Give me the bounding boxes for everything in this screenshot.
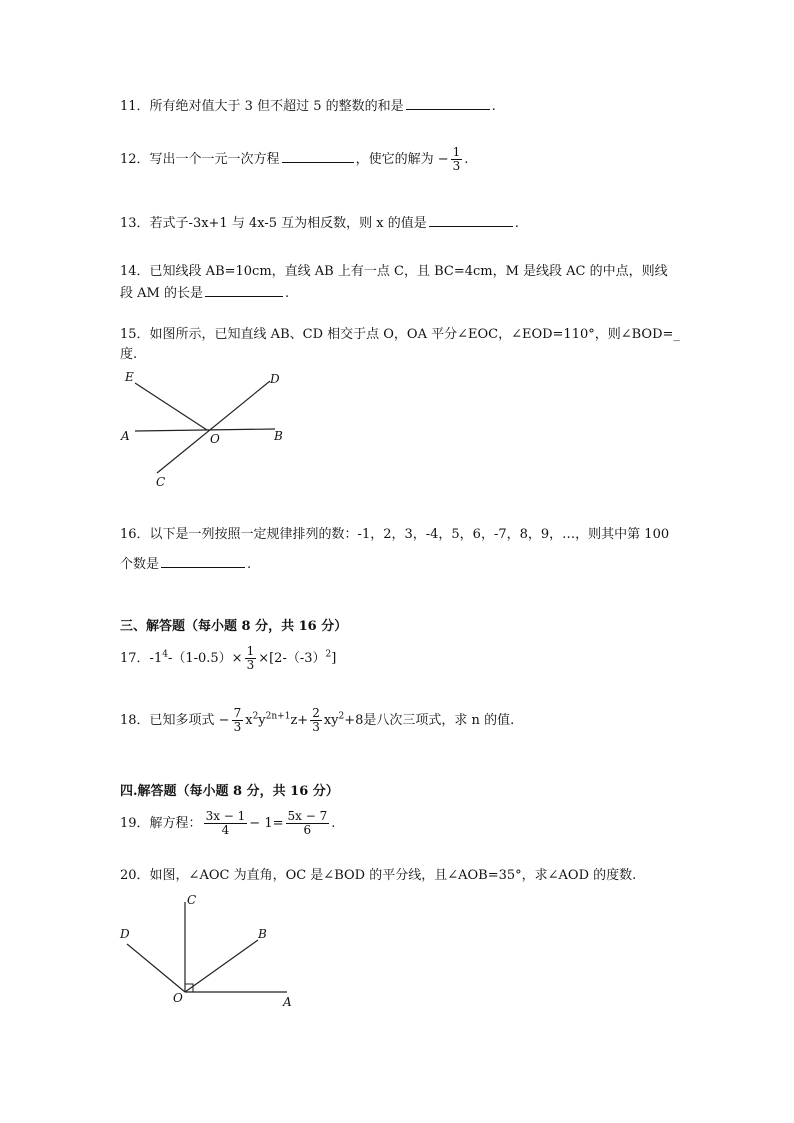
label-o: O: [210, 432, 220, 446]
label-a: A: [121, 429, 130, 443]
question-14-line2: [120, 284, 289, 303]
q18-fraction-2-denominator: 3: [312, 720, 320, 734]
q11-text: 所有绝对值大于 3 但不超过 5 的整数的和是: [149, 99, 404, 114]
q14-text-line2: 段 AM 的长是: [120, 286, 203, 301]
q14-text-line1: 已知线段 AB=10cm，直线 AB 上有一点 C，且 BC=4cm，M 是线段 AC 的中点，则线: [149, 264, 668, 279]
q15-figure: [115, 365, 315, 495]
question-16-line1: [120, 526, 669, 544]
q15-text-line1: 如图所示，已知直线 AB、CD 相交于点 O，OA 平分∠EOC，∠EOD=110°，则∠BOD=_: [149, 327, 680, 342]
q19-end: .: [331, 816, 336, 831]
label-o: O: [173, 991, 183, 1005]
question-16-line2: [120, 555, 251, 574]
label-c: C: [156, 475, 166, 489]
section-4-heading: 四.解答题（每小题 8 分，共 16 分）: [120, 784, 339, 799]
ray-ob: [185, 940, 258, 992]
q16-text-line1: 以下是一列按照一定规律排列的数：-1，2，3，-4，5，6，-7，8，9，…，则其中第 100: [149, 527, 670, 542]
q19-fraction-1: [204, 810, 248, 837]
q17-term-a: -1: [149, 651, 163, 666]
q12-minus-sign: −: [437, 152, 449, 167]
q19-fraction-1-numerator: 3x − 1: [205, 809, 246, 823]
q18-var-y: y: [258, 713, 266, 728]
q18-exp-y: 2n+1: [265, 711, 291, 722]
question-20: [120, 867, 636, 885]
q19-prefix: 解方程：: [149, 816, 202, 831]
q20-figure: [115, 890, 315, 1010]
q20-number: 20．: [120, 868, 150, 883]
label-d: D: [270, 372, 280, 386]
q13-end: .: [514, 216, 519, 231]
q12-fraction-numerator: 1: [452, 145, 461, 159]
q18-fraction-1: [232, 707, 244, 734]
q19-middle: − 1=: [249, 816, 284, 831]
q18-fraction-2-numerator: 2: [312, 706, 320, 720]
q16-number: 16．: [120, 527, 150, 542]
q12-answer-blank[interactable]: [282, 150, 354, 163]
q19-fraction-2-numerator: 5x − 7: [287, 809, 328, 823]
question-15-line1: [120, 326, 680, 344]
q17-fraction: [245, 645, 257, 672]
line-cd: [157, 381, 270, 473]
q12-end: .: [464, 152, 469, 167]
q19-fraction-2: [286, 810, 330, 837]
q18-fraction-1-denominator: 3: [233, 720, 242, 734]
label-e: E: [125, 370, 134, 384]
ray-od: [127, 944, 185, 992]
question-19: [120, 810, 335, 837]
q15-number: 15．: [120, 327, 150, 342]
q18-exp-x: 2: [252, 711, 259, 722]
q17-number: 17．: [120, 651, 150, 666]
q18-suffix: +8是八次三项式，求 n 的值.: [344, 713, 515, 728]
q20-text: 如图，∠AOC 为直角，OC 是∠BOD 的平分线，且∠AOB=35°，求∠AOD 的度数.: [149, 868, 637, 883]
q12-number: 12．: [120, 152, 150, 167]
q12-fraction-denominator: 3: [452, 159, 461, 173]
q12-text: 写出一个一元一次方程: [149, 152, 280, 167]
q13-text: 若式子-3x+1 与 4x-5 互为相反数，则 x 的值是: [149, 216, 427, 231]
q19-number: 19．: [120, 816, 150, 831]
q18-number: 18．: [120, 713, 150, 728]
q13-number: 13．: [120, 216, 150, 231]
q17-term-c: ×[2-（-3）: [258, 651, 326, 666]
q17-exponent-c: 2: [325, 649, 332, 660]
q11-answer-blank[interactable]: [406, 97, 490, 110]
q18-exp-xy: 2: [338, 711, 345, 722]
q15-text-line2: 度.: [120, 347, 138, 362]
question-12: [120, 146, 468, 173]
question-13: [120, 214, 519, 233]
q16-text-line2: 个数是: [120, 557, 160, 572]
label-b: B: [258, 927, 267, 941]
label-d: D: [120, 927, 130, 941]
q16-end: .: [247, 557, 252, 572]
q17-fraction-denominator: 3: [246, 658, 255, 672]
q12-fraction: [451, 146, 463, 173]
label-c: C: [187, 893, 197, 907]
q12-mid-text: ，使它的解为: [355, 152, 434, 167]
q13-answer-blank[interactable]: [429, 214, 513, 227]
question-11: [120, 97, 496, 116]
question-15-line2: [120, 346, 137, 364]
question-14-line1: [120, 263, 668, 281]
section-3-heading: 三、解答题（每小题 8 分，共 16 分）: [120, 619, 348, 634]
q18-fraction-1-numerator: 7: [233, 706, 242, 720]
q17-fraction-numerator: 1: [246, 644, 255, 658]
q19-fraction-1-denominator: 4: [204, 823, 248, 837]
q17-term-d: ]: [331, 651, 337, 666]
question-17: [120, 645, 336, 672]
question-18: [120, 707, 514, 734]
q11-end: .: [491, 99, 496, 114]
q17-term-b: -（1-0.5）×: [167, 651, 243, 666]
q18-fraction-2: [310, 707, 322, 734]
q18-var-xy: xy: [323, 713, 339, 728]
q17-exponent-a: 4: [162, 649, 168, 660]
ray-oe: [135, 383, 207, 430]
q18-prefix: 已知多项式 −: [149, 713, 230, 728]
q14-number: 14．: [120, 264, 150, 279]
label-b: B: [274, 429, 283, 443]
q18-var-z: z+: [290, 713, 309, 728]
q19-fraction-2-denominator: 6: [286, 823, 330, 837]
q14-answer-blank[interactable]: [205, 284, 283, 297]
q18-var-x: x: [245, 713, 253, 728]
q16-answer-blank[interactable]: [161, 555, 245, 568]
q14-end: .: [284, 286, 290, 301]
q11-number: 11．: [120, 99, 150, 114]
label-a: A: [283, 995, 292, 1009]
